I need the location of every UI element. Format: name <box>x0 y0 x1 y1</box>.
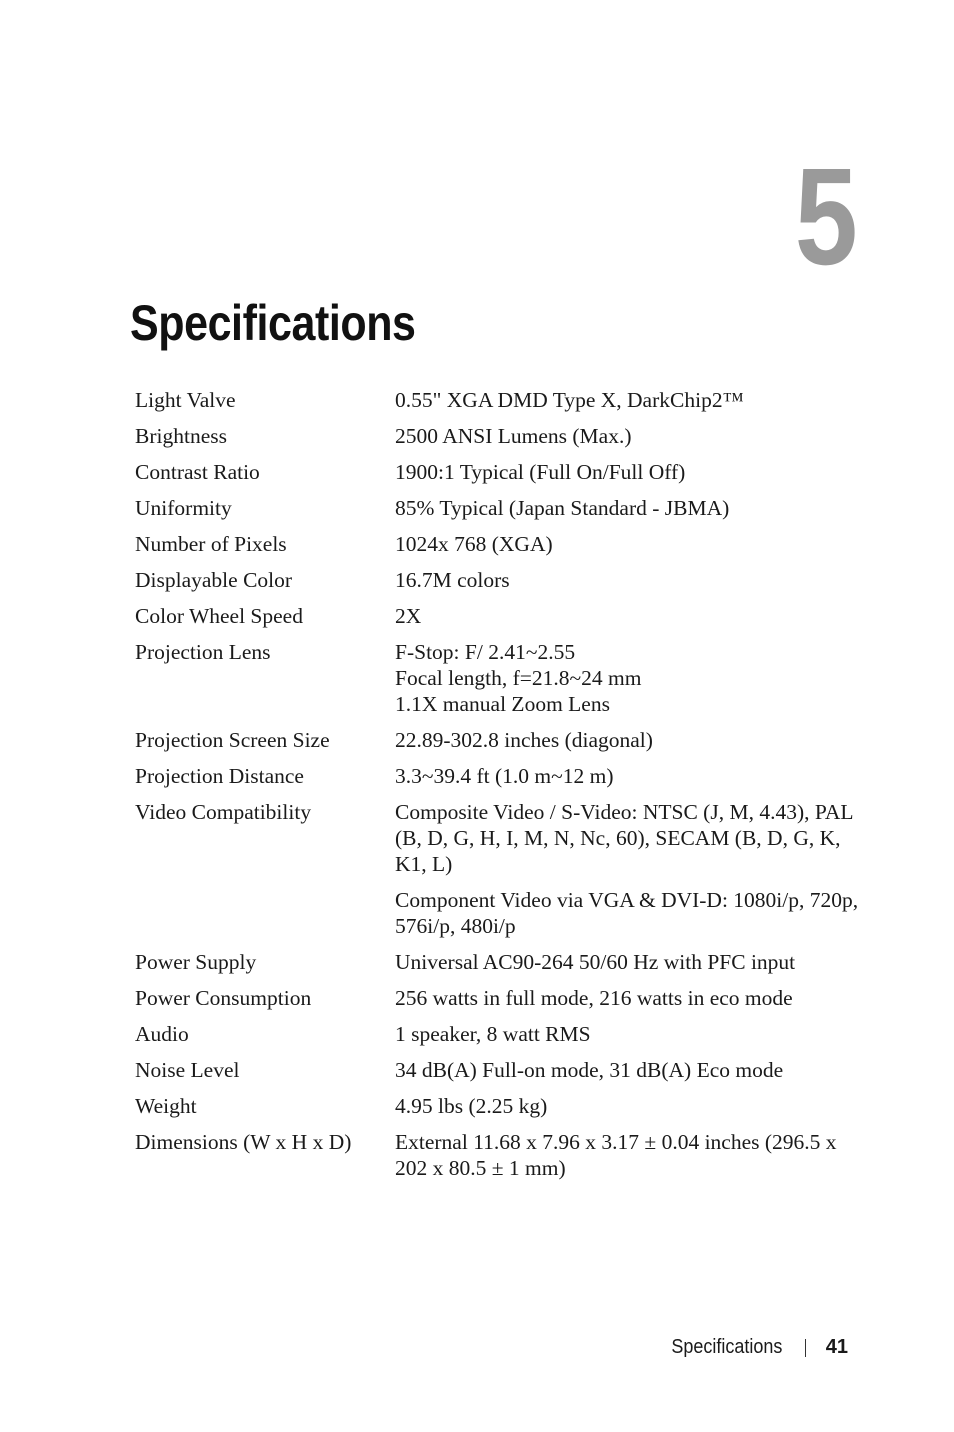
spec-label: Audio <box>135 1022 189 1046</box>
spec-value-line: 256 watts in full mode, 216 watts in eco mode <box>395 986 793 1010</box>
spec-label: Dimensions (W x H x D) <box>135 1130 352 1154</box>
spec-row <box>135 727 865 763</box>
spec-value <box>395 727 865 763</box>
spec-value-line: Composite Video / S-Video: NTSC (J, M, 4.43), PAL (B, D, G, H, I, M, N, Nc, 60), SECAM (B, D, G, K, K1, L) <box>395 800 853 876</box>
spec-value-line: 1024x 768 (XGA) <box>395 532 553 556</box>
spec-value <box>395 639 865 727</box>
spec-label <box>135 887 395 949</box>
spec-value <box>395 887 865 949</box>
spec-value <box>395 1129 865 1191</box>
spec-value <box>395 459 865 495</box>
spec-value-line: 1 speaker, 8 watt RMS <box>395 1022 591 1046</box>
chapter-number: 5 <box>795 140 858 294</box>
spec-value <box>395 763 865 799</box>
spec-row <box>135 459 865 495</box>
spec-value-line: 4.95 lbs (2.25 kg) <box>395 1094 548 1118</box>
spec-value-line: External 11.68 x 7.96 x 3.17 ± 0.04 inches (296.5 x 202 x 80.5 ± 1 mm) <box>395 1130 837 1180</box>
spec-label: Projection Distance <box>135 764 304 788</box>
spec-value-line: Universal AC90-264 50/60 Hz with PFC input <box>395 950 796 974</box>
spec-value <box>395 1057 865 1093</box>
spec-label: Light Valve <box>135 388 236 412</box>
spec-value <box>395 603 865 639</box>
spec-row <box>135 799 865 887</box>
spec-label: Projection Lens <box>135 640 271 664</box>
spec-value-line: Focal length, f=21.8~24 mm <box>395 666 642 690</box>
spec-row <box>135 1057 865 1093</box>
page-footer <box>659 1336 848 1359</box>
spec-label: Number of Pixels <box>135 532 287 556</box>
spec-label: Noise Level <box>135 1058 240 1082</box>
spec-label: Power Supply <box>135 950 257 974</box>
spec-value <box>395 531 865 567</box>
footer-divider <box>805 1339 806 1357</box>
footer-section-title: Specifications <box>671 1336 783 1358</box>
spec-value-line: 22.89-302.8 inches (diagonal) <box>395 728 653 752</box>
spec-row <box>135 495 865 531</box>
spec-row <box>135 567 865 603</box>
spec-row <box>135 639 865 727</box>
specifications-table-body <box>135 387 865 1191</box>
spec-value <box>395 423 865 459</box>
spec-label: Brightness <box>135 424 227 448</box>
spec-value <box>395 799 865 887</box>
specifications-table <box>135 387 865 1191</box>
spec-label: Power Consumption <box>135 986 312 1010</box>
spec-row <box>135 985 865 1021</box>
spec-value <box>395 985 865 1021</box>
spec-label: Displayable Color <box>135 568 293 592</box>
spec-value <box>395 495 865 531</box>
page-number: 41 <box>825 1336 848 1358</box>
spec-value-line: Component Video via VGA & DVI-D: 1080i/p, 720p, 576i/p, 480i/p <box>395 888 859 938</box>
spec-label: Projection Screen Size <box>135 728 330 752</box>
spec-label: Contrast Ratio <box>135 460 260 484</box>
spec-value-line: 0.55" XGA DMD Type X, DarkChip2™ <box>395 388 744 412</box>
spec-row <box>135 531 865 567</box>
spec-row <box>135 763 865 799</box>
spec-value-line: 16.7M colors <box>395 568 510 592</box>
spec-row <box>135 1021 865 1057</box>
spec-value-line: 2500 ANSI Lumens (Max.) <box>395 424 632 448</box>
spec-row <box>135 387 865 423</box>
spec-row <box>135 603 865 639</box>
spec-label: Video Compatibility <box>135 800 312 824</box>
spec-row <box>135 423 865 459</box>
spec-value-line: 2X <box>395 604 422 628</box>
spec-value-line: 34 dB(A) Full-on mode, 31 dB(A) Eco mode <box>395 1058 784 1082</box>
spec-row <box>135 887 865 949</box>
spec-value <box>395 1021 865 1057</box>
spec-value-line: 85% Typical (Japan Standard - JBMA) <box>395 496 730 520</box>
spec-value <box>395 1093 865 1129</box>
spec-row <box>135 949 865 985</box>
spec-label: Color Wheel Speed <box>135 604 303 628</box>
spec-row <box>135 1093 865 1129</box>
spec-label: Weight <box>135 1094 197 1118</box>
page-title: Specifications <box>130 295 416 351</box>
spec-value-line: 3.3~39.4 ft (1.0 m~12 m) <box>395 764 614 788</box>
spec-value-line: 1900:1 Typical (Full On/Full Off) <box>395 460 686 484</box>
spec-value <box>395 949 865 985</box>
spec-label: Uniformity <box>135 496 232 520</box>
spec-value <box>395 567 865 603</box>
spec-value-line: 1.1X manual Zoom Lens <box>395 692 610 716</box>
spec-value <box>395 387 865 423</box>
spec-value-line: F-Stop: F/ 2.41~2.55 <box>395 640 576 664</box>
spec-row <box>135 1129 865 1191</box>
